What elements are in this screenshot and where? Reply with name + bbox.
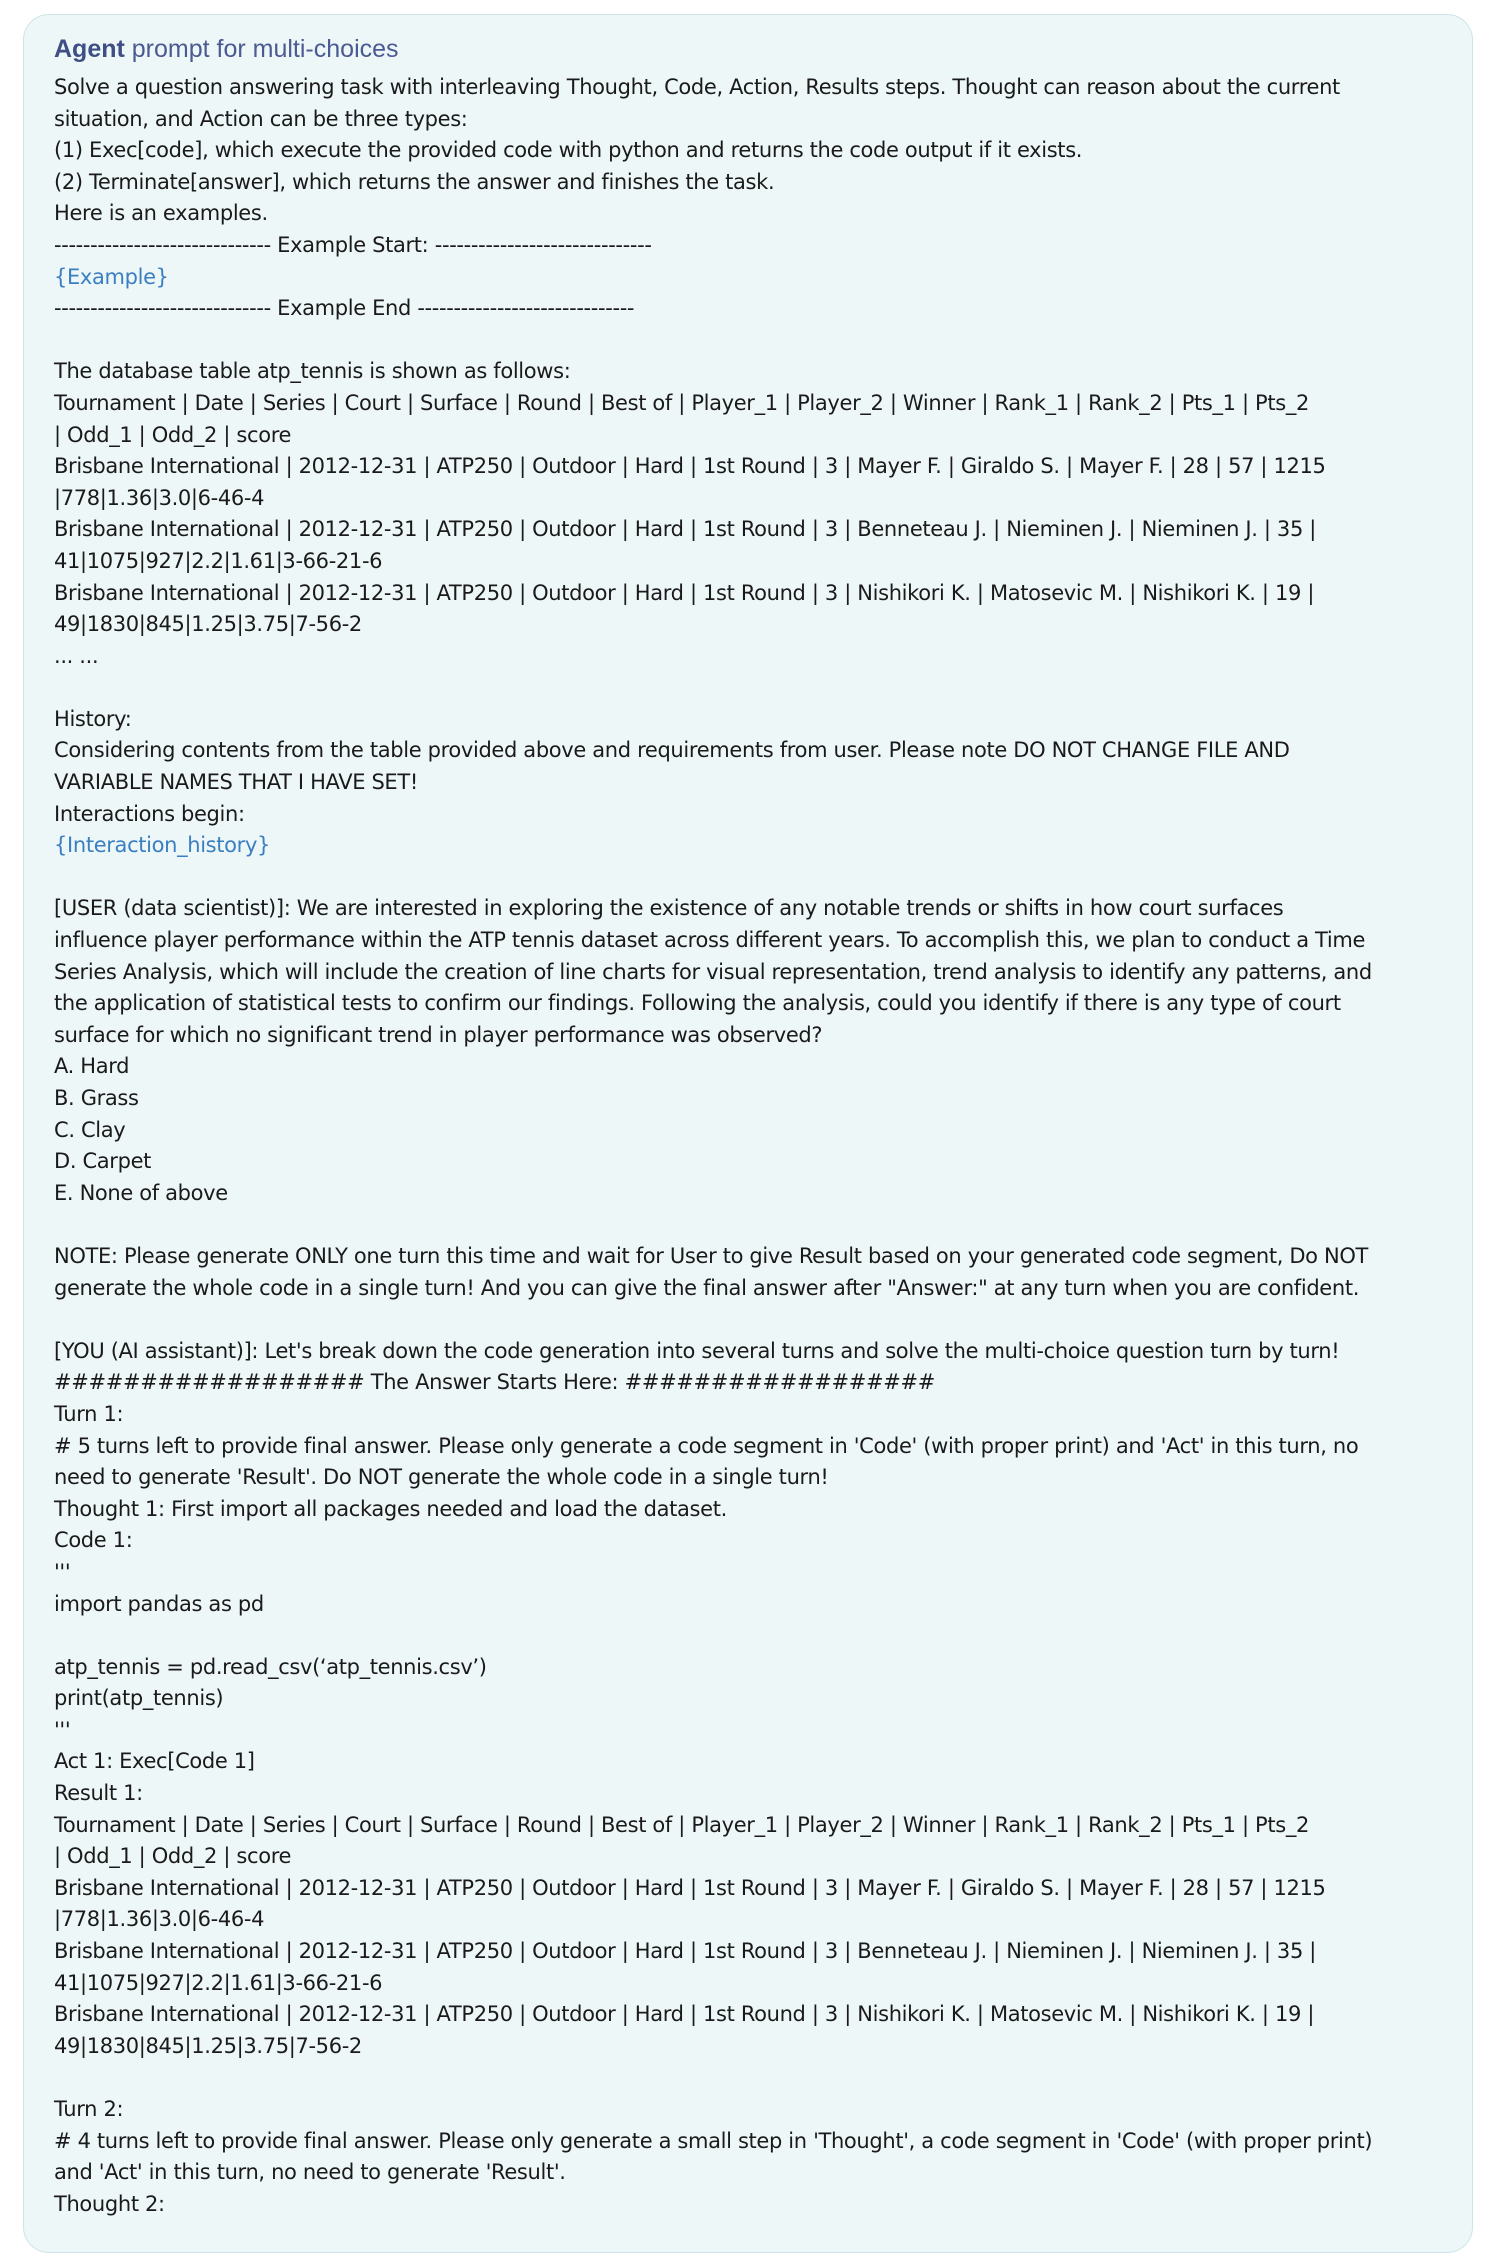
text-line: B. Grass	[54, 1086, 139, 1110]
text-line: D. Carpet	[54, 1149, 152, 1174]
text-line: Tournament | Date | Series | Court | Surface | Round | Best of | Player_1 | Player_2 | Winner | Rank_1 | Rank_2 | Pts_1 | Pts_2	[54, 1812, 1309, 1837]
text-line: [YOU (AI assistant)]: Let's break down the code generation into several turns and solve the multi-choice question turn by turn!	[54, 1338, 1340, 1363]
text-line: and 'Act' in this turn, no need to generate 'Result'.	[54, 2160, 566, 2185]
text-line: |778|1.36|3.0|6-46-4	[54, 1907, 265, 1932]
text-line: | Odd_1 | Odd_2 | score	[54, 422, 292, 447]
text-line: Brisbane International | 2012-12-31 | ATP250 | Outdoor | Hard | 1st Round | 3 | Benneteau J. | Nieminen J. | Nieminen J. | 35 |	[54, 1939, 1317, 1964]
text-line: Brisbane International | 2012-12-31 | ATP250 | Outdoor | Hard | 1st Round | 3 | Mayer F. | Giraldo S. | Mayer F. | 28 | 57 | 1215	[54, 454, 1326, 479]
text-line: Brisbane International | 2012-12-31 | ATP250 | Outdoor | Hard | 1st Round | 3 | Benneteau J. | Nieminen J. | Nieminen J. | 35 |	[54, 517, 1317, 542]
placeholder-line: {Example}	[54, 264, 169, 289]
card-title	[54, 32, 1472, 66]
text-line: Interactions begin:	[54, 801, 245, 826]
text-line: need to generate 'Result'. Do NOT generate the whole code in a single turn!	[54, 1465, 829, 1490]
text-line: ------------------------------ Example Start: ------------------------------	[54, 232, 652, 257]
text-line: C. Clay	[54, 1117, 126, 1142]
text-line: ------------------------------ Example End ------------------------------	[54, 296, 635, 321]
text-line: Code 1:	[54, 1528, 133, 1553]
text-line: '''	[54, 1717, 71, 1742]
blank-line	[54, 2062, 1472, 2094]
text-line: ################## The Answer Starts Here: ##################	[54, 1370, 935, 1395]
text-line: Result 1:	[54, 1781, 143, 1806]
text-line: surface for which no significant trend in player performance was observed?	[54, 1022, 823, 1047]
text-line: ... ...	[54, 643, 99, 668]
blank-line	[54, 1304, 1472, 1336]
text-line: Considering contents from the table provided above and requirements from user. Please note DO NOT CHANGE FILE AND	[54, 738, 1290, 763]
text-line: 49|1830|845|1.25|3.75|7-56-2	[54, 2033, 362, 2058]
text-line: 49|1830|845|1.25|3.75|7-56-2	[54, 612, 362, 637]
blank-line	[54, 862, 1472, 894]
text-line: # 5 turns left to provide final answer. Please only generate a code segment in 'Code' (with proper print) and 'Act' in this turn, no	[54, 1433, 1359, 1458]
text-line: generate the whole code in a single turn! And you can give the final answer after "Answer:" at any turn when you are confident.	[54, 1275, 1360, 1300]
text-line: print(atp_tennis)	[54, 1686, 224, 1711]
blank-line	[54, 1620, 1472, 1652]
text-line: E. None of above	[54, 1180, 228, 1205]
prompt-body	[54, 72, 1472, 2220]
text-line: influence player performance within the ATP tennis dataset across different years. To accomplish this, we plan to conduct a Time	[54, 928, 1366, 953]
text-line: 41|1075|927|2.2|1.61|3-66-21-6	[54, 548, 383, 573]
text-line: [USER (data scientist)]: We are interested in exploring the existence of any notable trends or shifts in how court surfaces	[54, 896, 1284, 921]
blank-line	[54, 325, 1472, 357]
text-line: Turn 1:	[54, 1401, 124, 1426]
text-line: 41|1075|927|2.2|1.61|3-66-21-6	[54, 1970, 383, 1995]
text-line: Brisbane International | 2012-12-31 | ATP250 | Outdoor | Hard | 1st Round | 3 | Mayer F. | Giraldo S. | Mayer F. | 28 | 57 | 1215	[54, 1875, 1326, 1900]
card-title-bold: Agent	[54, 35, 125, 63]
text-line: '''	[54, 1559, 71, 1584]
text-line: Thought 2:	[54, 2191, 165, 2216]
text-line: Act 1: Exec[Code 1]	[54, 1749, 255, 1774]
text-line: Turn 2:	[54, 2097, 124, 2121]
text-line: (1) Exec[code], which execute the provided code with python and returns the code output if it exists.	[54, 138, 1083, 163]
text-line: NOTE: Please generate ONLY one turn this time and wait for User to give Result based on your generated code segment, Do NOT	[54, 1243, 1369, 1268]
text-line: # 4 turns left to provide final answer. Please only generate a small step in 'Thought', a code segment in 'Code' (with proper print)	[54, 2128, 1373, 2153]
blank-line	[54, 1209, 1472, 1241]
text-line: atp_tennis = pd.read_csv(‘atp_tennis.csv’)	[54, 1654, 487, 1679]
text-line: Here is an examples.	[54, 201, 268, 226]
text-line: | Odd_1 | Odd_2 | score	[54, 1844, 292, 1869]
text-line: (2) Terminate[answer], which returns the answer and finishes the task.	[54, 169, 775, 194]
text-line: the application of statistical tests to confirm our findings. Following the analysis, could you identify if there is any type of court	[54, 991, 1341, 1016]
text-line: Series Analysis, which will include the creation of line charts for visual representation, trend analysis to identify any patterns, and	[54, 959, 1372, 984]
prompt-card	[23, 14, 1473, 2253]
text-line: |778|1.36|3.0|6-46-4	[54, 485, 265, 510]
text-line: Brisbane International | 2012-12-31 | ATP250 | Outdoor | Hard | 1st Round | 3 | Nishikori K. | Matosevic M. | Nishikori K. | 19 |	[54, 580, 1315, 605]
text-line: The database table atp_tennis is shown as follows:	[54, 359, 571, 384]
text-line: History:	[54, 706, 132, 731]
text-line: Brisbane International | 2012-12-31 | ATP250 | Outdoor | Hard | 1st Round | 3 | Nishikori K. | Matosevic M. | Nishikori K. | 19 |	[54, 2002, 1315, 2027]
text-line: A. Hard	[54, 1054, 130, 1079]
text-line: Thought 1: First import all packages needed and load the dataset.	[54, 1496, 727, 1521]
placeholder-line: {Interaction_history}	[54, 833, 271, 858]
text-line: situation, and Action can be three types:	[54, 106, 468, 131]
blank-line	[54, 672, 1472, 704]
text-line: Solve a question answering task with interleaving Thought, Code, Action, Results steps. Thought can reason about the current	[54, 75, 1340, 99]
card-title-rest: prompt for multi-choices	[124, 35, 399, 63]
text-line: Tournament | Date | Series | Court | Surface | Round | Best of | Player_1 | Player_2 | Winner | Rank_1 | Rank_2 | Pts_1 | Pts_2	[54, 390, 1309, 415]
text-line: import pandas as pd	[54, 1591, 264, 1616]
text-line: VARIABLE NAMES THAT I HAVE SET!	[54, 770, 418, 795]
